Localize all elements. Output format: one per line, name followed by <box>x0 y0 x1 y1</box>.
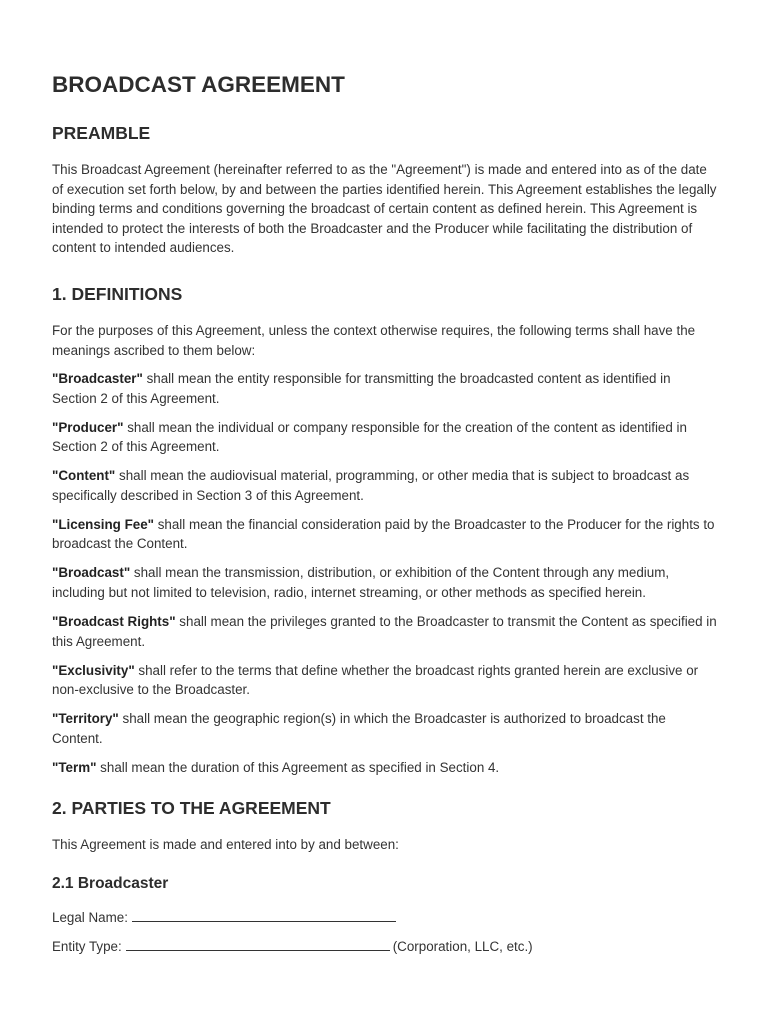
definition-item <box>52 709 718 748</box>
definition-text: shall mean the transmission, distribution, or exhibition of the Content through any medium, including but not limited to television, radio, internet streaming, or other methods as specified herein. <box>52 565 670 601</box>
definition-item <box>52 418 718 457</box>
definition-text: shall refer to the terms that define whether the broadcast rights granted herein are exclusive or non-exclusive to the Broadcaster. <box>52 662 699 698</box>
entity-type-blank[interactable] <box>126 939 390 951</box>
legal-name-blank[interactable] <box>132 910 396 922</box>
definition-term: "Content" <box>52 468 116 484</box>
parties-section <box>52 797 718 956</box>
definition-item <box>52 515 718 554</box>
entity-type-label: Entity Type: <box>52 939 122 955</box>
document-title: BROADCAST AGREEMENT <box>52 72 345 97</box>
definition-text: shall mean the individual or company responsible for the creation of the content as identified in Section 2 of this Agreement. <box>52 419 687 455</box>
definition-term: "Broadcaster" <box>52 371 143 387</box>
definition-item <box>52 661 718 700</box>
definition-item <box>52 563 718 602</box>
definition-text: shall mean the geographic region(s) in which the Broadcaster is authorized to broadcast the Content. <box>52 711 666 746</box>
preamble-heading: PREAMBLE <box>52 123 151 143</box>
definition-text: shall mean the financial consideration paid by the Broadcaster to the Producer for the rights to broadcast the Content. <box>52 516 715 552</box>
definition-item <box>52 369 718 408</box>
definition-text: shall mean the duration of this Agreement as specified in Section 4. <box>96 759 500 775</box>
preamble-text: This Broadcast Agreement (hereinafter referred to as the "Agreement") is made and entered into as of the date of execution set forth below, by and between the parties identified herein. This Agreement establishes the legally binding terms and conditions governing the broadcast of certain content as defined herein. This Agreement is intended to protect the interests of both the Broadcaster and the Producer while facilitating the distribution of content to intended audiences. <box>52 162 717 256</box>
definition-term: "Licensing Fee" <box>52 516 154 532</box>
parties-heading: 2. PARTIES TO THE AGREEMENT <box>52 798 331 819</box>
entity-type-suffix: (Corporation, LLC, etc.) <box>392 939 533 955</box>
definition-term: "Exclusivity" <box>52 662 135 678</box>
definition-text: shall mean the privileges granted to the Broadcaster to transmit the Content as specified in this Agreement. <box>52 614 717 649</box>
preamble-section <box>52 122 718 258</box>
broadcaster-heading: 2.1 Broadcaster <box>52 874 169 892</box>
definition-item <box>52 612 718 651</box>
definition-item <box>52 466 718 505</box>
parties-intro: This Agreement is made and entered into by and between: <box>52 837 399 853</box>
definition-text: shall mean the audiovisual material, programming, or other media that is subject to broadcast as specifically described in Section 3 of this Agreement. <box>52 468 690 503</box>
entity-type-row <box>52 937 718 957</box>
definition-term: "Producer" <box>52 419 124 435</box>
definitions-heading: 1. DEFINITIONS <box>52 283 183 304</box>
definitions-section <box>52 283 718 777</box>
definitions-intro: For the purposes of this Agreement, unless the context otherwise requires, the following terms shall have the meanings ascribed to them below: <box>52 322 696 358</box>
definition-term: "Territory" <box>52 711 119 727</box>
definition-term: "Broadcast" <box>52 565 131 581</box>
definition-term: "Term" <box>52 759 97 775</box>
legal-name-label: Legal Name: <box>52 909 128 925</box>
definitions-list <box>52 369 718 777</box>
definition-term: "Broadcast Rights" <box>52 614 176 630</box>
legal-name-row <box>52 908 718 928</box>
definition-item <box>52 758 718 778</box>
definition-text: shall mean the entity responsible for transmitting the broadcasted content as identified in Section 2 of this Agreement. <box>52 371 671 406</box>
